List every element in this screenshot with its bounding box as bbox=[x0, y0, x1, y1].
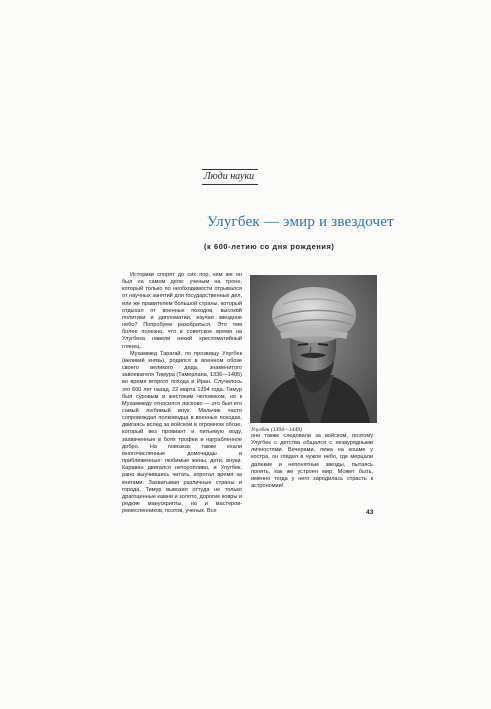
rubric-rule-bottom bbox=[202, 184, 258, 185]
article-left-column bbox=[122, 272, 242, 644]
ulugbek-portrait bbox=[250, 275, 377, 423]
article-title: Улугбек — эмир и звездочет bbox=[207, 214, 394, 230]
page-number: 43 bbox=[366, 509, 374, 516]
article-right-column bbox=[251, 433, 373, 491]
portrait-caption: Улугбек (1394—1449) bbox=[251, 427, 302, 433]
section-rubric: Люди науки bbox=[203, 171, 255, 182]
article-paragraph: Мухаммед Тарагай, по прозвищу Улугбек (великий князь), родился в военном обозе своего великого деда, знаменитого завоевателя Тимура (Тамерлана, 1336—1405) во время второго похода в Иран. Случилось это 600 лет назад, 22 марта 1394 года. Тимур был суровым и жестоким человеком, но к Мухаммеду относился ласково — это был его самый любимый внук. Мальчик часто сопровождал полководца в военных походах, двигаясь вслед за войском в огромном обозе, который вез провиант и питьевую воду, захваченные в боях трофеи и награбленное добро. На повозках также ехали многочисленные домочадцы и приближенные: любимые жены, дети, внуки. Караван двигался неторопливо, и Улугбек, рано выучившись читать, коротал время за книгами. Захватывая различные страны и города, Тимур вывозил оттуда не только драгоценные камни и золото, дорогие ковры и редкие манускрипты, но и мастеров-ремесленников, поэтов, ученых. Все bbox=[122, 350, 242, 515]
portrait-drawing bbox=[250, 275, 377, 423]
article-paragraph: они также следовали за войском, поэтому Улугбек с детства общался с незаурядными личностями. Вечерами, лежа на кошме у костра, он глядел в чужое небо, где мерцали далекие и непонятные звезды, пытаясь понять, как же устроен мир. Может быть, именно тогда у него зародилась страсть к астрономии! bbox=[251, 433, 373, 490]
article-paragraph: Историки спорят до сих пор, кем же он был на самом деле: ученым на троне, который только по необходимости отрывался от научных занятий для государственных дел, или же правителем большой страны, который отдыхал от военных походов, высокой политики и дипломатии, изучая звездное небо? Попробуем разобраться. Это тем более полезно, что в советское время на Улугбека навели некий хрестоматийный глянец. bbox=[122, 272, 242, 350]
rubric-rule-top bbox=[202, 169, 258, 170]
article-subtitle: (к 600-летию со дня рождения) bbox=[204, 242, 335, 251]
